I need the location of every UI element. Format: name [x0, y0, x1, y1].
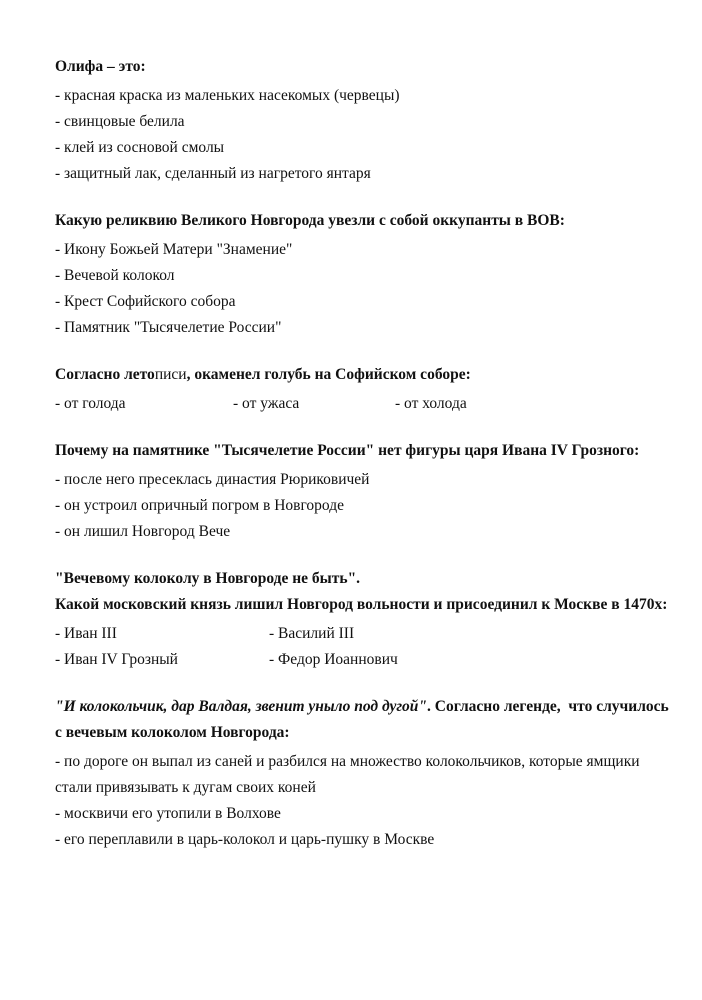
question-title: Олифа – это:: [55, 58, 146, 75]
question-block-3: [55, 362, 659, 417]
answer-option: - москвичи его утопили в Волхове: [55, 805, 281, 822]
answer-row: [55, 647, 659, 673]
title-bold-part: . Согласно легенде, что случилось: [427, 698, 669, 715]
answer-row: [55, 391, 659, 417]
answer-option: - от холода: [395, 395, 467, 412]
answer-row: [55, 621, 659, 647]
question-title-line2: с вечевым колоколом Новгорода:: [55, 724, 290, 741]
answer-option: - Василий III: [269, 625, 355, 642]
question-block-1: [55, 54, 659, 187]
title-italic-part: "И колокольчик, дар Валдая, звенит уныло под дугой": [55, 698, 428, 715]
answer-option: - клей из сосновой смолы: [55, 139, 225, 156]
answer-option: - его переплавили в царь-колокол и царь-пушку в Москве: [55, 831, 435, 848]
answer-option: - Иван IV Грозный: [55, 651, 178, 668]
answer-option: - по дороге он выпал из саней и разбился на множество колокольчиков, которые ямщики: [55, 753, 640, 770]
question-title: [55, 362, 659, 388]
question-block-5: [55, 566, 668, 673]
answer-option: - Икону Божьей Матери "Знамение": [55, 241, 293, 258]
answer-option-continuation: стали привязывать к дугам своих коней: [55, 779, 316, 796]
question-block-4: [55, 438, 659, 545]
question-title-line1: [55, 694, 669, 720]
question-title-line2: Какой московский князь лишил Новгород вольности и присоединил к Москве в 1470х:: [55, 596, 668, 613]
title-bold-part: Согласно лето: [55, 366, 155, 383]
question-title-line1: "Вечевому колоколу в Новгороде не быть".: [55, 570, 361, 587]
answer-option: - он устроил опричный погром в Новгороде: [55, 497, 345, 514]
answer-option: - Вечевой колокол: [55, 267, 175, 284]
answer-option: - Крест Софийского собора: [55, 293, 236, 310]
question-title: Какую реликвию Великого Новгорода увезли с собой оккупанты в ВОВ:: [55, 212, 565, 229]
answer-option: - Памятник "Тысячелетие России": [55, 319, 282, 336]
question-title: Почему на памятнике "Тысячелетие России" нет фигуры царя Ивана IV Грозного:: [55, 442, 640, 459]
answer-option: - красная краска из маленьких насекомых (червецы): [55, 87, 400, 104]
document-content: [55, 54, 669, 874]
answer-option: - Федор Иоаннович: [269, 651, 398, 668]
answer-option: - защитный лак, сделанный из нагретого янтаря: [55, 165, 371, 182]
answer-option: - после него пресеклась династия Рюриковичей: [55, 471, 370, 488]
answer-option: - от ужаса: [233, 395, 300, 412]
question-block-6: [55, 694, 669, 853]
answer-option: - он лишил Новгород Вече: [55, 523, 231, 540]
answer-option: - свинцовые белила: [55, 113, 185, 130]
answer-option: - от голода: [55, 395, 126, 412]
question-block-2: [55, 208, 659, 341]
title-regular-part: писи: [154, 366, 187, 383]
title-bold-part: , окаменел голубь на Софийском соборе:: [186, 366, 471, 383]
answer-option: - Иван III: [55, 625, 117, 642]
